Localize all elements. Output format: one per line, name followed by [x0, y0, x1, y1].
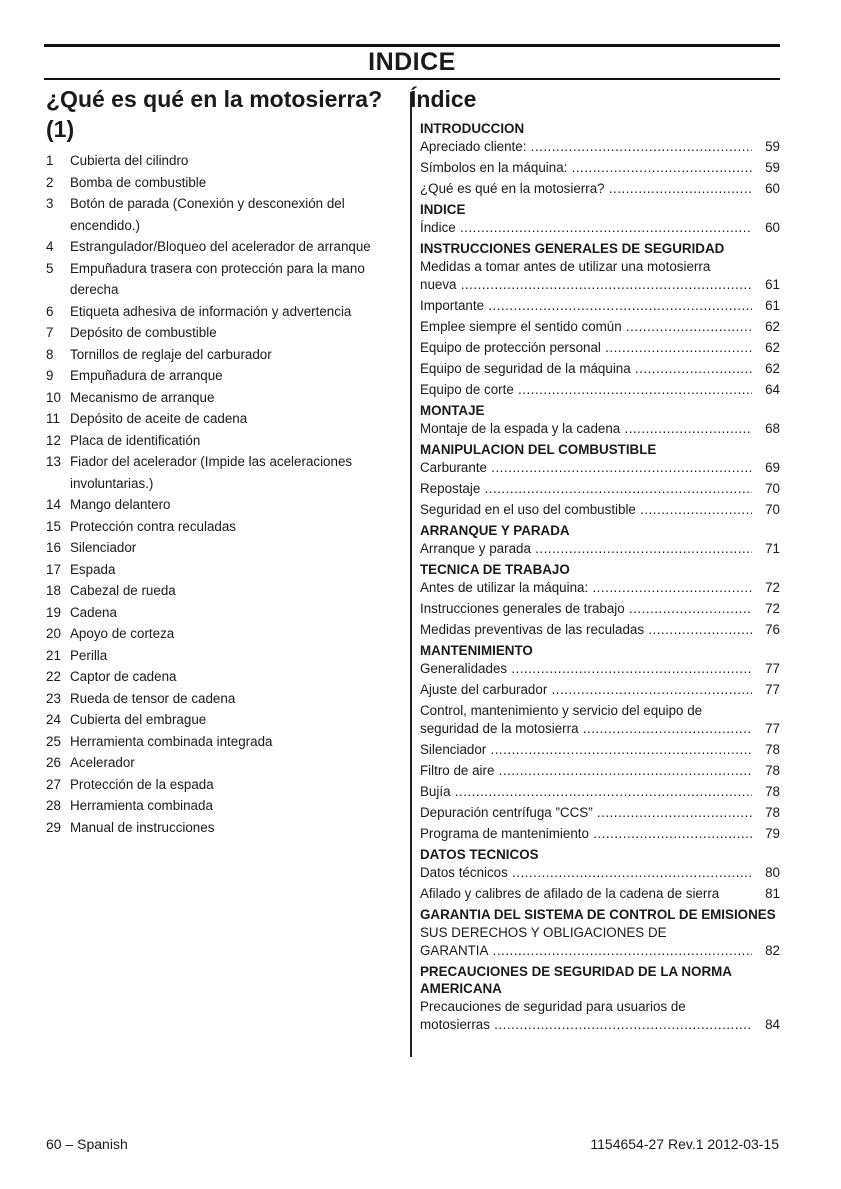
toc-entry [420, 420, 780, 438]
toc-entry [420, 660, 780, 678]
item-number: 15 [46, 518, 61, 534]
item-number: 3 [46, 196, 54, 211]
item-text: Cubierta del cilindro [70, 153, 189, 168]
list-item [46, 817, 402, 839]
list-item [46, 451, 402, 494]
toc-entry-text: Símbolos en la máquina: ..... [420, 159, 752, 177]
toc-page-number: 77 [765, 682, 780, 697]
toc-entry-text: Equipo de seguridad de la máquina ..... [420, 360, 752, 378]
toc-page-number: 77 [765, 661, 780, 676]
item-number: 12 [46, 432, 61, 448]
toc-entry-text: Carburante ..... [420, 459, 752, 477]
toc-page-number: 61 [765, 298, 780, 313]
toc-entry-text: SUS DERECHOS Y OBLIGACIONES DE [420, 925, 667, 940]
toc-entry [420, 180, 780, 198]
item-number: 24 [46, 712, 61, 727]
item-number: 28 [46, 798, 61, 813]
toc-page-number: 76 [765, 622, 780, 637]
item-text: Mecanismo de arranque [70, 389, 215, 405]
toc-section-title: INTRODUCCION [420, 121, 525, 136]
toc-entry [420, 998, 780, 1034]
toc-column [410, 84, 780, 1037]
toc-entry [420, 579, 780, 597]
toc-entry-text: Silenciador ..... [420, 741, 752, 759]
toc-page-number: 64 [765, 382, 780, 397]
list-item [46, 408, 402, 430]
toc-entry [420, 864, 780, 882]
toc-section-title: TECNICA DE TRABAJO [420, 562, 570, 577]
toc-section-title: ARRANQUE Y PARADA [420, 523, 570, 538]
item-text: Captor de cadena [70, 669, 177, 684]
item-number: 10 [46, 389, 61, 405]
toc-entry-line [420, 720, 780, 738]
toc-page-number: 77 [765, 721, 780, 736]
item-number: 27 [46, 776, 61, 792]
toc-entry [420, 258, 780, 294]
toc-entry-text: Bujía ..... [420, 783, 752, 801]
toc-entry [420, 825, 780, 843]
item-number: 11 [46, 411, 60, 426]
list-item [46, 537, 402, 559]
toc-section-title: MANTENIMIENTO [420, 643, 533, 658]
toc-entry [420, 804, 780, 822]
toc-entry-text-cont: nueva ..... [420, 276, 752, 294]
toc-section-title: DATOS TECNICOS [420, 847, 539, 862]
toc-page-number: 60 [765, 220, 780, 235]
toc-section-title: INDICE [420, 202, 466, 217]
item-number: 6 [46, 303, 54, 319]
item-text: Perilla [70, 647, 108, 663]
item-text: Cubierta del embrague [70, 712, 207, 727]
header-rule [44, 78, 780, 80]
item-number: 14 [46, 497, 61, 512]
table-of-contents [420, 120, 780, 1034]
list-item [46, 344, 402, 366]
item-number: 4 [46, 239, 54, 254]
toc-entry [420, 360, 780, 378]
list-item [46, 365, 402, 387]
toc-entry [420, 138, 780, 156]
toc-page-number: 72 [765, 601, 780, 616]
list-item [46, 322, 402, 344]
item-text: Etiqueta adhesiva de información y advertencia [70, 303, 352, 319]
toc-entry-text-cont: GARANTIA ..... [420, 942, 752, 960]
item-text: Depósito de combustible [70, 325, 217, 340]
list-item [46, 731, 402, 753]
list-item [46, 172, 402, 194]
toc-entry-text: Control, mantenimiento y servicio del equipo de [420, 703, 703, 718]
list-item [46, 236, 402, 258]
toc-entry-text: Seguridad en el uso del combustible ..... [420, 501, 752, 519]
toc-entry-text: Equipo de corte ..... [420, 381, 752, 399]
item-text: Apoyo de corteza [70, 626, 175, 641]
toc-entry-line [420, 942, 780, 960]
toc-entry-text: Datos técnicos ..... [420, 864, 752, 882]
list-item [46, 430, 402, 452]
item-text: Espada [70, 561, 116, 577]
toc-entry [420, 381, 780, 399]
toc-entry-line [420, 276, 780, 294]
item-number: 21 [46, 647, 61, 663]
list-item [46, 559, 402, 581]
toc-entry-text: Importante ..... [420, 297, 752, 315]
item-number: 22 [46, 669, 61, 684]
item-number: 5 [46, 260, 54, 276]
list-item [46, 258, 402, 301]
item-number: 25 [46, 733, 61, 749]
item-number: 26 [46, 755, 61, 770]
list-item [46, 193, 402, 236]
list-item [46, 580, 402, 602]
item-text: Fiador del acelerador (Impide las aceleraciones involuntarias.) [70, 454, 353, 491]
toc-entry [420, 318, 780, 336]
toc-page-number: 82 [765, 943, 780, 958]
toc-entry [420, 219, 780, 237]
page-header: INDICE [368, 48, 456, 76]
toc-page-number: 70 [765, 502, 780, 517]
toc-entry-text: Índice ..... [420, 219, 752, 237]
item-number: 17 [46, 561, 61, 577]
toc-entry [420, 540, 780, 558]
item-text: Bomba de combustible [70, 174, 207, 190]
parts-list [46, 150, 402, 838]
toc-entry-text-cont: motosierras ..... [420, 1016, 752, 1034]
toc-page-number: 79 [765, 826, 780, 841]
item-text: Empuñadura de arranque [70, 368, 223, 383]
toc-entry [420, 621, 780, 639]
toc-entry [420, 600, 780, 618]
item-text: Depósito de aceite de cadena [70, 411, 248, 426]
toc-entry [420, 924, 780, 960]
item-number: 23 [46, 690, 61, 706]
toc-entry-text: Depuración centrífuga ”CCS” ..... [420, 804, 752, 822]
toc-entry-text: Montaje de la espada y la cadena ..... [420, 420, 752, 438]
toc-entry-text: Apreciado cliente: ..... [420, 138, 752, 156]
toc-page-number: 78 [765, 742, 780, 757]
item-text: Empuñadura trasera con protección para la mano derecha [70, 260, 365, 297]
toc-entry [420, 159, 780, 177]
toc-page-number: 78 [765, 805, 780, 820]
list-item [46, 387, 402, 409]
toc-entry [420, 762, 780, 780]
list-item [46, 666, 402, 688]
toc-page-number: 59 [765, 160, 780, 175]
toc-page-number: 71 [765, 541, 780, 556]
toc-entry [420, 702, 780, 738]
item-number: 13 [46, 454, 61, 469]
toc-page-number: 60 [765, 181, 780, 196]
list-item [46, 516, 402, 538]
toc-page-number: 81 [765, 886, 780, 901]
toc-page-number: 70 [765, 481, 780, 496]
toc-entry-text: Instrucciones generales de trabajo ..... [420, 600, 752, 618]
item-text: Herramienta combinada [70, 798, 213, 813]
item-text: Rueda de tensor de cadena [70, 690, 236, 706]
footer-doc-number: 1154654-27 Rev.1 2012-03-15 [590, 1136, 779, 1152]
list-item [46, 688, 402, 710]
item-number: 9 [46, 368, 54, 383]
parts-heading: ¿Qué es qué en la motosierra? (1) [46, 86, 383, 142]
toc-entry [420, 501, 780, 519]
toc-heading: Índice [410, 86, 477, 112]
toc-section-title: MANIPULACION DEL COMBUSTIBLE [420, 442, 657, 457]
list-item [46, 602, 402, 624]
item-number: 18 [46, 583, 61, 598]
item-number: 7 [46, 325, 54, 340]
toc-entry-text: Filtro de aire ..... [420, 762, 752, 780]
toc-entry [420, 480, 780, 498]
footer-page-label: 60 – Spanish [46, 1136, 128, 1152]
toc-page-number: 62 [765, 361, 780, 376]
toc-entry-text: Programa de mantenimiento ..... [420, 825, 752, 843]
list-item [46, 795, 402, 817]
item-text: Herramienta combinada integrada [70, 733, 273, 749]
toc-entry [420, 741, 780, 759]
toc-entry-text: ¿Qué es qué en la motosierra? ..... [420, 180, 752, 198]
toc-section-title: GARANTIA DEL SISTEMA DE CONTROL DE EMISIONES [420, 907, 776, 922]
toc-entry [420, 783, 780, 801]
item-text: Protección de la espada [70, 776, 214, 792]
toc-entry [420, 885, 780, 903]
list-item [46, 645, 402, 667]
item-number: 1 [46, 153, 54, 168]
item-text: Protección contra reculadas [70, 518, 236, 534]
toc-page-number: 61 [765, 277, 780, 292]
item-number: 16 [46, 540, 61, 555]
toc-entry-text: Medidas preventivas de las reculadas ..... [420, 621, 752, 639]
item-text: Botón de parada (Conexión y desconexión del encendido.) [70, 196, 345, 233]
item-number: 29 [46, 819, 61, 835]
toc-entry [420, 681, 780, 699]
item-number: 2 [46, 174, 54, 190]
list-item [46, 301, 402, 323]
toc-page-number: 84 [765, 1017, 780, 1032]
toc-page-number: 78 [765, 763, 780, 778]
toc-section-title: INSTRUCCIONES GENERALES DE SEGURIDAD [420, 241, 725, 256]
toc-entry-text: Arranque y parada ..... [420, 540, 752, 558]
toc-page-number: 80 [765, 865, 780, 880]
list-item [46, 752, 402, 774]
item-text: Estrangulador/Bloqueo del acelerador de arranque [70, 239, 371, 254]
toc-entry [420, 297, 780, 315]
list-item [46, 150, 402, 172]
toc-section-title: PRECAUCIONES DE SEGURIDAD DE LA NORMA AMERICANA [420, 964, 732, 996]
toc-entry-line [420, 1016, 780, 1034]
item-number: 8 [46, 346, 54, 362]
item-text: Tornillos de reglaje del carburador [70, 346, 272, 362]
parts-column [46, 84, 402, 838]
toc-section-title: MONTAJE [420, 403, 485, 418]
item-text: Acelerador [70, 755, 135, 770]
item-number: 20 [46, 626, 61, 641]
toc-page-number: 78 [765, 784, 780, 799]
toc-entry-text: Emplee siempre el sentido común ..... [420, 318, 752, 336]
toc-page-number: 72 [765, 580, 780, 595]
item-text: Mango delantero [70, 497, 171, 512]
toc-page-number: 62 [765, 340, 780, 355]
toc-entry-text: Equipo de protección personal ..... [420, 339, 752, 357]
list-item [46, 709, 402, 731]
item-text: Cabezal de rueda [70, 583, 176, 598]
toc-entry [420, 459, 780, 477]
toc-page-number: 69 [765, 460, 780, 475]
list-item [46, 494, 402, 516]
column-divider [410, 92, 412, 1057]
toc-entry-text: Afilado y calibres de afilado de la cadena de sierra [420, 886, 720, 901]
item-text: Cadena [70, 604, 117, 620]
toc-entry [420, 339, 780, 357]
toc-page-number: 62 [765, 319, 780, 334]
toc-entry-text: Generalidades ..... [420, 660, 752, 678]
toc-page-number: 68 [765, 421, 780, 436]
item-text: Placa de identificatión [70, 432, 201, 448]
toc-entry-text: Medidas a tomar antes de utilizar una motosierra [420, 259, 711, 274]
item-text: Silenciador [70, 540, 137, 555]
list-item [46, 774, 402, 796]
toc-entry-text: Precauciones de seguridad para usuarios de [420, 999, 686, 1014]
toc-page-number: 59 [765, 139, 780, 154]
list-item [46, 623, 402, 645]
toc-entry-text: Antes de utilizar la máquina: ..... [420, 579, 752, 597]
toc-entry-text: Ajuste del carburador ..... [420, 681, 752, 699]
toc-entry-text-cont: seguridad de la motosierra ..... [420, 720, 752, 738]
item-number: 19 [46, 604, 61, 620]
item-text: Manual de instrucciones [70, 819, 215, 835]
toc-entry-text: Repostaje ..... [420, 480, 752, 498]
